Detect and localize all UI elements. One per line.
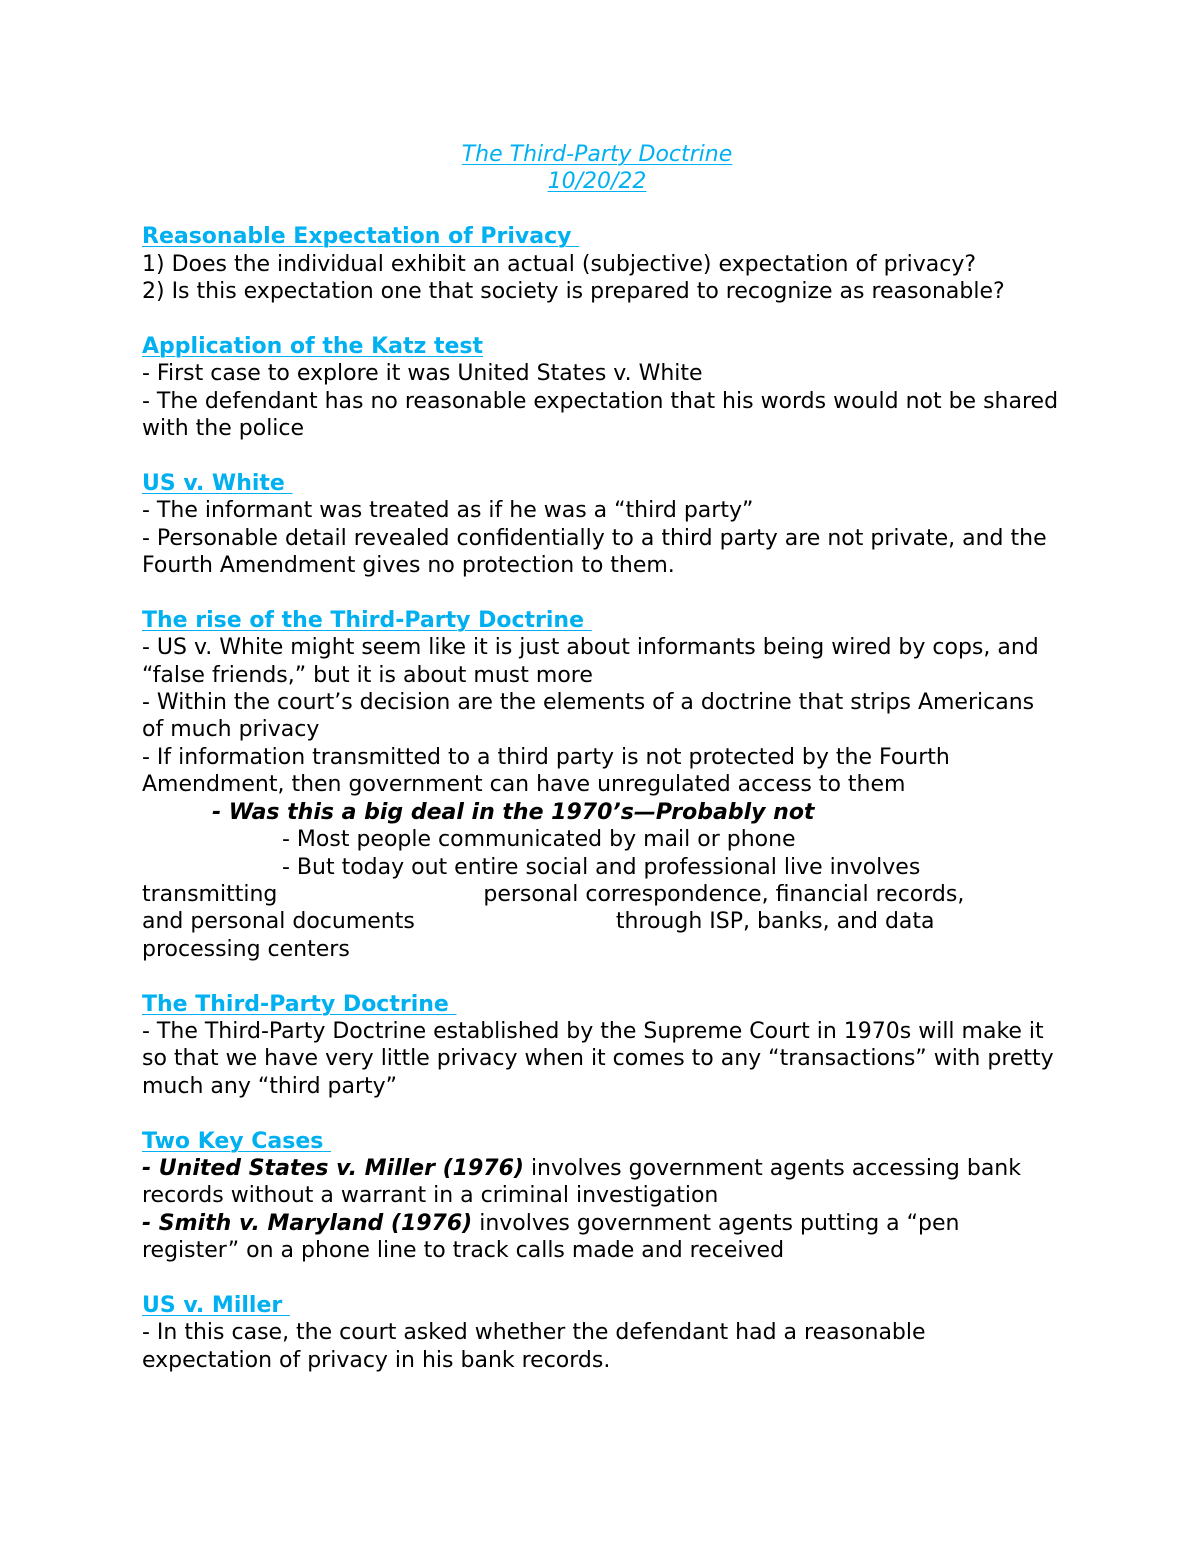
list-item: - If information transmitted to a third party is not protected by the Fourth Amendment, then government can have unregulated access to them [142, 744, 950, 798]
section-heading: Reasonable Expectation of Privacy [142, 224, 580, 250]
continuation-text: personal correspondence, financial records, [483, 881, 965, 907]
list-item: - First case to explore it was United States v. White [142, 361, 703, 387]
continuation-text: and personal documents [142, 909, 415, 935]
case-name: - United States v. Miller (1976) [142, 1155, 524, 1181]
list-item: - In this case, the court asked whether the defendant had a reasonable expectation of privacy in his bank records. [142, 1320, 926, 1373]
case-description: involves government agents putting a “pen register” on a phone line to track calls made and received [142, 1210, 960, 1264]
emphasis-line: - Was this a big deal in the 1970’s—Probably not [212, 799, 815, 825]
section-heading: US v. Miller [142, 1292, 290, 1318]
list-item: 1) Does the individual exhibit an actual (subjective) expectation of privacy? [142, 251, 977, 277]
section-us-v-miller [142, 1292, 1062, 1374]
document-title: The Third-Party Doctrine [461, 142, 733, 167]
section-heading: Two Key Cases [142, 1128, 332, 1154]
list-item: - Personable detail revealed confidentially to a third party are not private, and the Fourth Amendment gives no protection to them. [142, 525, 1047, 579]
section-us-v-white [142, 470, 1062, 580]
section-heading: Application of the Katz test [142, 333, 484, 359]
continuation-text: through ISP, banks, and data [615, 909, 935, 935]
list-item: - The defendant has no reasonable expectation that his words would not be shared with the police [142, 388, 1059, 442]
document-page [142, 141, 1062, 1374]
case-description: involves government agents accessing bank records without a warrant in a criminal investigation [142, 1155, 1021, 1209]
continuation-line: processing centers [142, 936, 350, 962]
list-item: - The informant was treated as if he was a “third party” [142, 498, 754, 524]
section-katz-test [142, 333, 1062, 443]
continuation-line [142, 908, 1062, 935]
list-item [142, 1210, 1062, 1265]
section-heading: The Third-Party Doctrine [142, 991, 457, 1017]
section-third-party-doctrine [142, 991, 1062, 1101]
section-reasonable-expectation [142, 223, 1062, 305]
list-item: - Within the court’s decision are the elements of a doctrine that strips Americans of much privacy [142, 690, 1035, 743]
continuation-line [142, 881, 1062, 908]
list-item: - The Third-Party Doctrine established by the Supreme Court in 1970s will make it so that we have very little privacy when it comes to any “transactions” with pretty much any “third party” [142, 1018, 1054, 1099]
list-item [142, 1155, 1062, 1210]
section-two-key-cases [142, 1128, 1062, 1265]
case-name: - Smith v. Maryland (1976) [142, 1210, 473, 1236]
sub-item: - But today out entire social and professional live involves [282, 854, 921, 880]
section-heading: US v. White [142, 470, 293, 496]
document-date: 10/20/22 [547, 169, 647, 195]
section-rise-of-doctrine [142, 607, 1062, 963]
title-block [142, 141, 1052, 196]
section-heading: The rise of the Third-Party Doctrine [142, 607, 592, 633]
sub-item: - Most people communicated by mail or phone [282, 827, 796, 853]
continuation-text: transmitting [142, 881, 278, 907]
list-item: 2) Is this expectation one that society is prepared to recognize as reasonable? [142, 279, 1005, 305]
list-item: - US v. White might seem like it is just about informants being wired by cops, and “false friends,” but it is about must more [142, 635, 1039, 688]
